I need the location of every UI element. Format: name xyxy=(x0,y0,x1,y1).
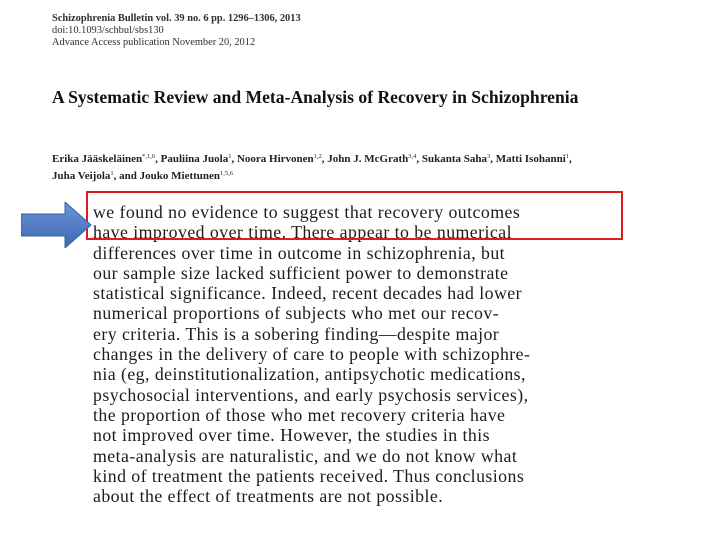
author-affiliation: 1,5,6 xyxy=(220,169,234,177)
author-affiliation: 1,2 xyxy=(313,153,322,160)
author-affiliation: *,1,6 xyxy=(142,153,156,160)
excerpt-line: our sample size lacked sufficient power to demonstrate xyxy=(93,262,509,283)
author xyxy=(422,153,490,165)
author-name: Matti Isohanni xyxy=(495,153,566,165)
author-separator: , and xyxy=(113,169,140,182)
author-affiliation: 3,4 xyxy=(408,153,417,160)
excerpt-line: meta-analysis are naturalistic, and we do not know what xyxy=(93,445,518,466)
author-separator: , xyxy=(416,153,422,165)
excerpt-line: numerical proportions of subjects who met our recov- xyxy=(93,303,500,324)
excerpt-line: not improved over time. However, the studies in this xyxy=(93,425,491,446)
journal-header xyxy=(52,13,301,49)
author-list xyxy=(52,150,692,183)
author xyxy=(237,153,322,165)
author-separator: , xyxy=(569,153,575,165)
excerpt-line: the proportion of those who met recovery criteria have xyxy=(93,404,506,425)
author-name: Pauliina Juola xyxy=(160,153,229,165)
excerpt-line: kind of treatment the patients received. Thus conclusions xyxy=(93,465,525,486)
author xyxy=(52,153,155,165)
excerpt-line: we found no evidence to suggest that recovery outcomes xyxy=(93,202,521,222)
arrow-right-icon xyxy=(21,202,92,248)
author-name: Jouko Miettunen xyxy=(139,169,221,182)
author-separator: , xyxy=(155,153,161,165)
excerpt-line: psychosocial interventions, and early psychosis services), xyxy=(93,384,529,405)
excerpt-line: ery criteria. This is a sobering finding—despite major xyxy=(93,323,500,344)
author xyxy=(161,153,232,165)
author-name: John J. McGrath xyxy=(327,153,409,165)
doi-line: doi:10.1093/schbul/sbs130 xyxy=(52,25,164,36)
publication-date: Advance Access publication November 20, 2012 xyxy=(52,37,256,48)
journal-citation: Schizophrenia Bulletin vol. 39 no. 6 pp. 1296–1306, 2013 xyxy=(52,13,301,24)
excerpt-line: differences over time in outcome in schizophrenia, but xyxy=(93,242,506,263)
author-affiliation: 1 xyxy=(228,153,232,160)
author-affiliation: 1 xyxy=(110,169,114,177)
author-affiliation: 1 xyxy=(565,153,570,160)
author-name: Noora Hirvonen xyxy=(236,153,314,165)
excerpt-line: changes in the delivery of care to people with schizophre- xyxy=(93,344,531,365)
paper-title: A Systematic Review and Meta-Analysis of Recovery in Schizophrenia xyxy=(52,87,579,107)
excerpt-line: nia (eg, deinstitutionalization, antipsychotic medications, xyxy=(93,364,526,385)
author xyxy=(52,170,114,182)
excerpt-line: statistical significance. Indeed, recent decades had lower xyxy=(93,283,522,304)
author-affiliation: 3 xyxy=(487,153,491,160)
excerpt-line: about the effect of treatments are not possible. xyxy=(93,486,444,507)
author xyxy=(327,153,416,165)
abstract-excerpt xyxy=(93,202,633,506)
author xyxy=(496,153,569,165)
excerpt-line: have improved over time. There appear to be numerical xyxy=(93,222,512,243)
author-name: Erika Jääskeläinen xyxy=(52,153,143,165)
author-separator: , xyxy=(490,153,496,165)
author-separator: , xyxy=(231,153,237,165)
author-separator: , xyxy=(321,153,328,165)
author xyxy=(140,170,233,182)
author-name: Sukanta Saha xyxy=(421,153,488,165)
author-name: Juha Veijola xyxy=(52,169,111,182)
highlight-box xyxy=(86,191,623,240)
